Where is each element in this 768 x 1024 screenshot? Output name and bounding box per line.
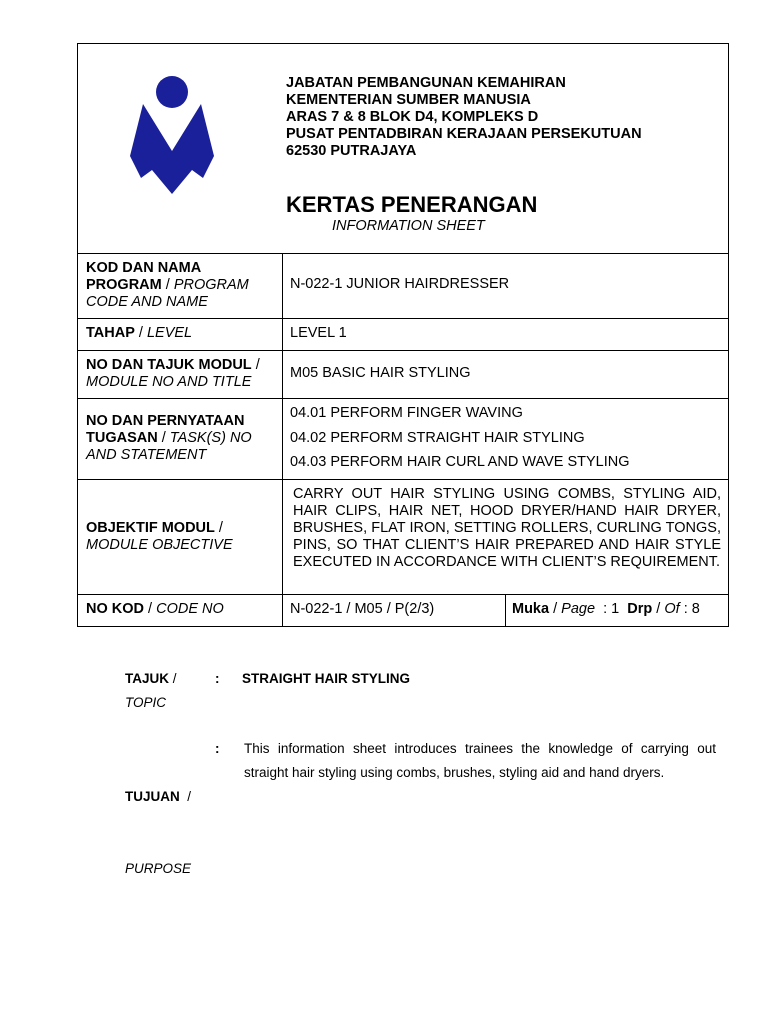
column-divider bbox=[505, 594, 506, 627]
org-line: ARAS 7 & 8 BLOK D4, KOMPLEKS D bbox=[286, 109, 539, 125]
organization-address bbox=[286, 75, 642, 160]
row-divider bbox=[78, 350, 728, 351]
program-value: N-022-1 JUNIOR HAIRDRESSER bbox=[290, 276, 510, 292]
purpose-label: TUJUAN / PURPOSE bbox=[125, 789, 192, 876]
page-count: Muka / Page : 1 Drp / Of : 8 bbox=[512, 601, 700, 617]
task-item: 04.02 PERFORM STRAIGHT HAIR STYLING bbox=[290, 430, 585, 446]
row-divider bbox=[78, 594, 728, 595]
tasks-label: NO DAN PERNYATAAN TUGASAN / TASK(S) NO AND STATEMENT bbox=[86, 413, 252, 463]
code-value: N-022-1 / M05 / P(2/3) bbox=[290, 601, 435, 617]
objective-value: CARRY OUT HAIR STYLING USING COMBS, STYLING AID, HAIR CLIPS, HAIR NET, HOOD DRYER/HAND HAIR DRYER, BRUSHES, FLAT IRON, SETTING ROLLERS, CURLING TONGS, PINS, SO THAT CLIENT’S HAIR PREPARED AND HAIR STYLE EXECUTED IN ACCORDANCE WITH CLIENT’S REQUIREMENT. bbox=[293, 486, 721, 570]
row-divider bbox=[78, 479, 728, 480]
purpose-colon: : bbox=[215, 741, 220, 756]
code-label: NO KOD / CODE NO bbox=[86, 601, 224, 617]
org-line: 62530 PUTRAJAYA bbox=[286, 143, 417, 159]
row-divider bbox=[78, 253, 728, 254]
topic-label: TAJUK / TOPIC bbox=[125, 671, 177, 710]
topic-value: STRAIGHT HAIR STYLING bbox=[242, 671, 410, 686]
jpk-logo bbox=[130, 76, 214, 196]
purpose-value: This information sheet introduces trainees the knowledge of carrying out straight hair styling using combs, brushes, styling aid and hand dryers. bbox=[244, 741, 716, 780]
task-item: 04.01 PERFORM FINGER WAVING bbox=[290, 405, 523, 421]
header-table bbox=[77, 43, 729, 627]
document-title: KERTAS PENERANGAN bbox=[286, 192, 538, 217]
module-value: M05 BASIC HAIR STYLING bbox=[290, 365, 471, 381]
header-block bbox=[78, 44, 728, 254]
program-label: KOD DAN NAMA PROGRAM / PROGRAM CODE AND NAME bbox=[86, 260, 249, 310]
objective-label: OBJEKTIF MODUL / MODULE OBJECTIVE bbox=[86, 520, 233, 553]
row-divider bbox=[78, 398, 728, 399]
document-subtitle: INFORMATION SHEET bbox=[332, 218, 485, 234]
task-item: 04.03 PERFORM HAIR CURL AND WAVE STYLING bbox=[290, 454, 630, 470]
org-line: KEMENTERIAN SUMBER MANUSIA bbox=[286, 92, 531, 108]
row-divider bbox=[78, 318, 728, 319]
org-line: JABATAN PEMBANGUNAN KEMAHIRAN bbox=[286, 75, 566, 91]
level-value: LEVEL 1 bbox=[290, 325, 347, 341]
level-label: TAHAP / LEVEL bbox=[86, 325, 193, 341]
column-divider bbox=[282, 253, 283, 627]
module-label: NO DAN TAJUK MODUL / MODULE NO AND TITLE bbox=[86, 357, 260, 390]
org-line: PUSAT PENTADBIRAN KERAJAAN PERSEKUTUAN bbox=[286, 126, 642, 142]
topic-colon: : bbox=[215, 671, 220, 686]
